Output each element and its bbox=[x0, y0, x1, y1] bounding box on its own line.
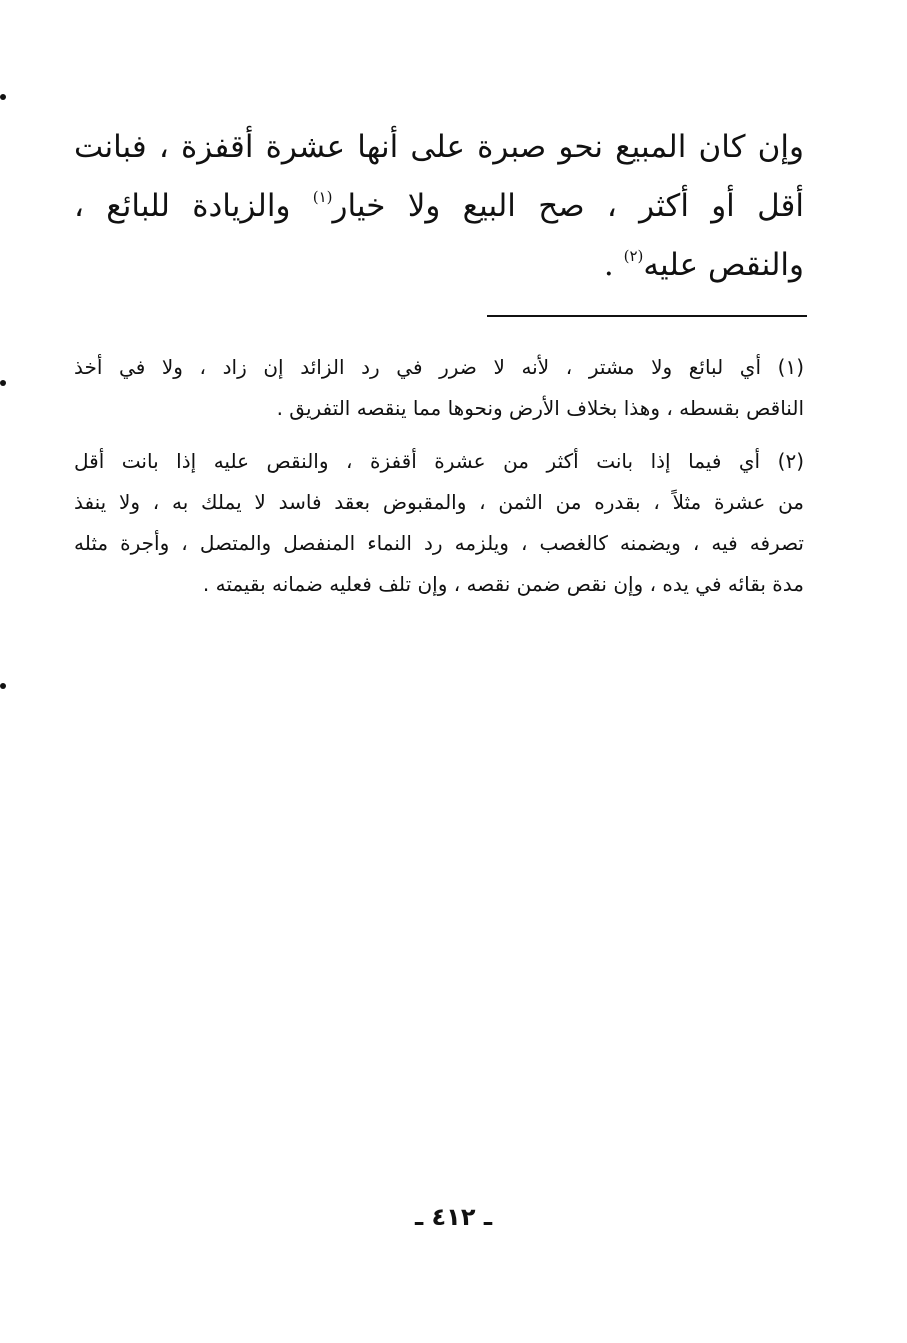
footnote-1-line-2: الناقص بقسطه ، وهذا بخلاف الأرض ونحوها مما ينقصه التفريق . bbox=[276, 396, 804, 420]
footnote-2-line-3: تصرفه فيه ، ويضمنه كالغصب ، ويلزمه رد النماء المنفصل والمتصل ، وأجرة مثله bbox=[74, 531, 804, 555]
footnotes bbox=[74, 347, 804, 617]
main-text-line-1: وإن كان المبيع نحو صبرة على أنها عشرة أقفزة ، فبانت bbox=[74, 129, 804, 165]
page-number: ـ ٤١٢ ـ bbox=[414, 1203, 493, 1231]
footnote-2-line-1: (٢) أي فيما إذا بانت أكثر من عشرة أقفزة ، والنقص عليه إذا بانت أقل bbox=[74, 449, 804, 473]
margin-mark bbox=[0, 380, 6, 386]
main-text-line-2-tail: والزيادة للبائع ، bbox=[74, 188, 291, 224]
footnote-2-line-2: من عشرة مثلاً ، بقدره من الثمن ، والمقبوض بعقد فاسد لا يملك به ، ولا ينفذ bbox=[74, 490, 804, 514]
footnote-1 bbox=[74, 347, 804, 429]
main-text-line-2-head: أقل أو أكثر ، صح البيع ولا خيار bbox=[332, 188, 804, 224]
main-text bbox=[74, 118, 804, 295]
footnote-1-line-1: (١) أي لبائع ولا مشتر ، لأنه لا ضرر في رد الزائد إن زاد ، ولا في أخذ bbox=[74, 355, 804, 379]
margin-mark bbox=[0, 683, 6, 689]
main-text-line-2 bbox=[74, 177, 804, 236]
main-text-line-3-tail: . bbox=[603, 247, 614, 283]
footnote-ref-1: (١) bbox=[312, 188, 333, 206]
footnote-ref-2: (٢) bbox=[623, 247, 644, 265]
footnote-2 bbox=[74, 441, 804, 605]
footnote-2-line-4: مدة بقائه في يده ، وإن نقص ضمن نقصه ، وإن تلف فعليه ضمانه بقيمته . bbox=[202, 572, 804, 596]
main-text-line-3 bbox=[74, 236, 804, 295]
footnote-separator bbox=[487, 315, 807, 317]
margin-mark bbox=[0, 94, 6, 100]
main-text-line-3-head: والنقص عليه bbox=[643, 247, 804, 283]
